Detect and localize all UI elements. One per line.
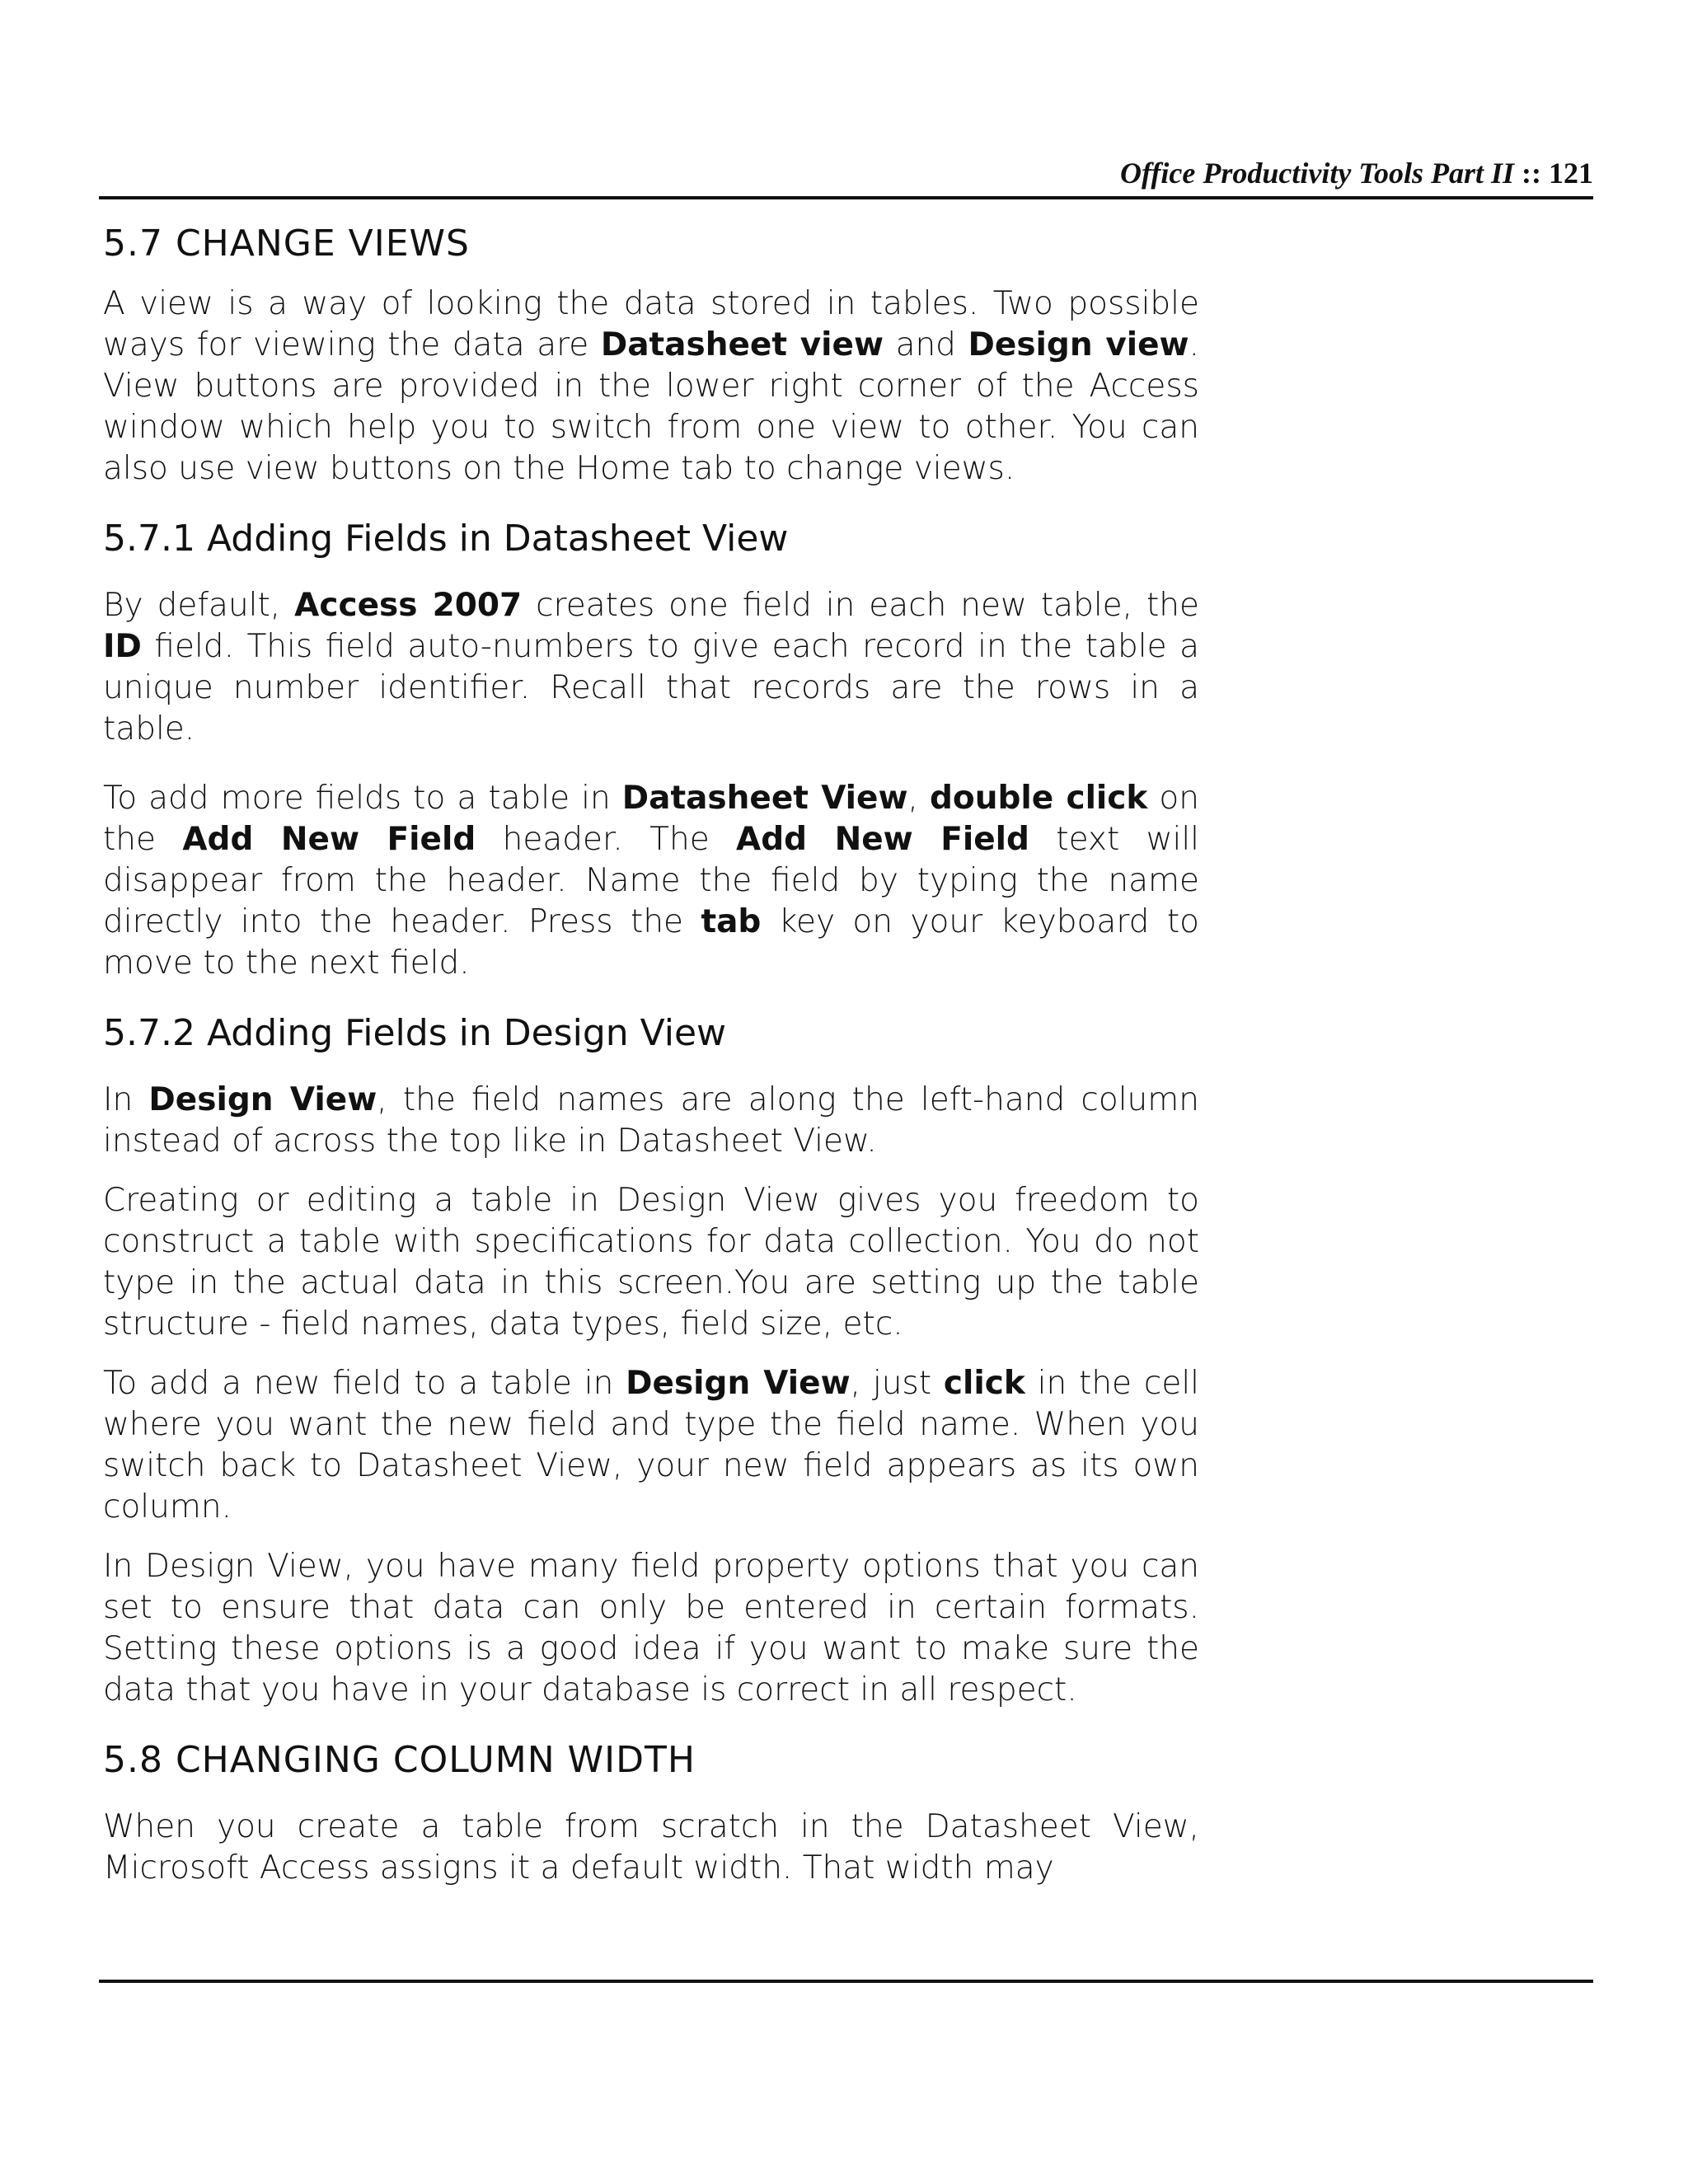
page-number: 121 xyxy=(1549,157,1593,190)
paragraph-5-7-intro: A view is a way of looking the data stored in tables. Two possible ways for viewing the data are Datasheet view and Design view. View buttons are provided in the lower right corner of the Access window which help you to switch from one view to other. You can also use view buttons on the Home tab to change views. xyxy=(103,285,1199,487)
section-heading-5-8: 5.8 CHANGING COLUMN WIDTH xyxy=(103,1739,696,1781)
page-body xyxy=(103,221,1199,1889)
paragraph-5-7-2-property-options: In Design View, you have many field property options that you can set to ensure that data can only be entered in certain formats. Setting these options is a good idea if you want to make sure the data that you have in your database is correct in all respect. xyxy=(103,1548,1199,1708)
section-heading-5-7-1: 5.7.1 Adding Fields in Datasheet View xyxy=(103,518,789,560)
paragraph-5-7-1-add-fields: To add more fields to a table in Datasheet View, double click on the Add New Field header. The Add New Field text will disappear from the header. Name the field by typing the name directly into the header. Press the tab key on your keyboard to move to the next field. xyxy=(103,780,1200,982)
running-header xyxy=(99,157,1593,190)
running-header-title: Office Productivity Tools Part II xyxy=(1120,157,1515,190)
section-heading-5-7-2: 5.7.2 Adding Fields in Design View xyxy=(103,1012,727,1054)
running-header-separator: :: xyxy=(1514,157,1549,190)
paragraph-5-7-1-default-field: By default, Access 2007 creates one field in each new table, the ID field. This field auto-numbers to give each record in the table a unique number identifier. Recall that records are the rows in a table. xyxy=(103,587,1200,748)
header-rule xyxy=(99,196,1593,199)
paragraph-5-8-column-width: When you create a table from scratch in the Datasheet View, Microsoft Access assigns it a default width. That width may xyxy=(103,1808,1199,1886)
footer-rule xyxy=(99,1980,1593,1983)
paragraph-5-7-2-creating: Creating or editing a table in Design View gives you freedom to construct a table with specifications for data collection. You do not type in the actual data in this screen.You are setting up the table structure - field names, data types, field size, etc. xyxy=(103,1182,1199,1343)
paragraph-5-7-2-design-view: In Design View, the field names are along the left-hand column instead of across the top like in Datasheet View. xyxy=(103,1081,1199,1160)
section-heading-5-7: 5.7 CHANGE VIEWS xyxy=(103,223,470,265)
paragraph-5-7-2-add-new-field: To add a new field to a table in Design View, just click in the cell where you want the new field and type the field name. When you switch back to Datasheet View, your new field appears as its own column. xyxy=(103,1365,1200,1526)
